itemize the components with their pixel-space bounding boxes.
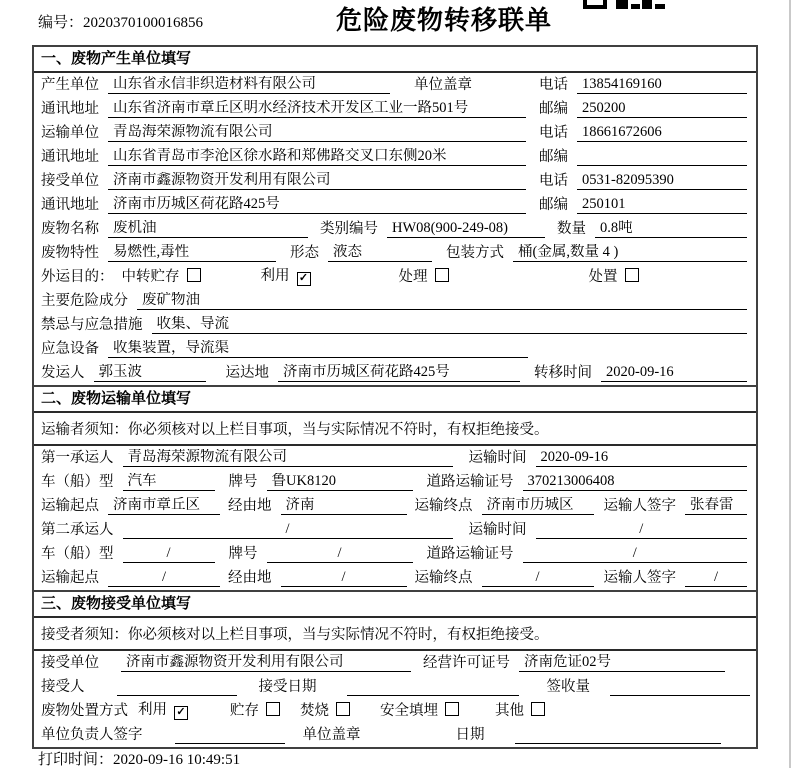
waste-character-label: 废物特性	[41, 245, 99, 261]
transport-unit-label: 运输单位	[41, 125, 99, 141]
responsible-sign-value	[175, 743, 285, 744]
checkbox-icon	[445, 702, 459, 716]
row-vehicle-2	[34, 542, 756, 566]
road-permit-value: 370213006408	[523, 473, 748, 491]
section-transporter	[34, 385, 756, 590]
accept-unit-label: 接受单位	[41, 655, 99, 671]
print-time-label: 打印时间：	[38, 752, 114, 768]
packing-label: 包装方式	[446, 245, 504, 261]
row-shipper	[34, 361, 756, 385]
producer-unit-value: 山东省永信非织造材料有限公司	[108, 76, 390, 94]
transport-time-value-2: /	[536, 521, 748, 539]
producer-phone-value: 13854169160	[577, 76, 747, 94]
page-edge-line	[789, 0, 791, 768]
waste-character-value: 易燃性,毒性	[108, 244, 276, 262]
origin-value-2: /	[108, 569, 220, 587]
hazard-component-value: 废矿物油	[137, 292, 747, 310]
serial-label: 编号：	[38, 15, 84, 31]
disposal-option-other	[495, 702, 545, 720]
option-label: 焚烧	[300, 703, 329, 719]
phone-label: 电话	[539, 173, 568, 189]
zip-label: 邮编	[539, 197, 568, 213]
row-receiver-unit	[34, 169, 756, 193]
first-carrier-label: 第一承运人	[41, 450, 114, 466]
road-permit-label: 道路运输证号	[426, 546, 514, 562]
origin-label: 运输起点	[41, 570, 99, 586]
unit-seal-label: 单位盖章	[414, 77, 472, 93]
origin-value: 济南市章丘区	[108, 497, 220, 515]
via-label: 经由地	[228, 498, 272, 514]
option-label: 利用	[260, 268, 290, 284]
row-vehicle-1	[34, 470, 756, 494]
checkbox-icon	[625, 268, 639, 282]
quantity-value: 0.8吨	[595, 220, 747, 238]
disposal-method-label: 废物处置方式	[41, 703, 128, 719]
vehicle-type-label: 车（船）型	[41, 474, 114, 490]
transfer-time-value: 2020-09-16	[601, 364, 747, 382]
date-value	[515, 743, 721, 744]
accept-unit-value: 济南市鑫源物资开发利用有限公司	[121, 654, 411, 672]
zip-label: 邮编	[539, 101, 568, 117]
permit-number-value: 济南危证02号	[519, 654, 725, 672]
section-producer	[34, 47, 756, 385]
road-permit-value-2: /	[523, 545, 748, 563]
option-label: 处置	[588, 269, 618, 285]
destination-label: 运达地	[225, 365, 269, 381]
purpose-option-storage	[122, 268, 201, 286]
endpoint-value-2: /	[482, 569, 594, 587]
accept-date-value	[347, 695, 519, 696]
serial-number	[38, 11, 203, 32]
checkbox-icon: ✓	[174, 706, 188, 720]
vehicle-type-value: 汽车	[123, 473, 215, 491]
waste-name-label: 废物名称	[41, 221, 99, 237]
quantity-label: 数量	[557, 221, 586, 237]
shipper-value: 郭玉波	[94, 364, 206, 382]
producer-address-value: 山东省济南市章丘区明水经济技术开发区工业一路501号	[108, 100, 526, 118]
row-taboo-measures	[34, 313, 756, 337]
plate-number-label: 牌号	[228, 474, 258, 490]
row-second-carrier	[34, 518, 756, 542]
producer-unit-label: 产生单位	[41, 77, 99, 93]
transport-time-label: 运输时间	[468, 450, 527, 466]
road-permit-label: 道路运输证号	[426, 474, 514, 490]
row-producer-address	[34, 97, 756, 121]
via-value: 济南	[281, 497, 407, 515]
row-accept-person	[34, 675, 756, 699]
responsible-sign-label: 单位负责人签字	[41, 727, 143, 743]
qr-code-fragment	[583, 0, 665, 9]
row-transport-address	[34, 145, 756, 169]
transfer-form	[32, 45, 758, 749]
carrier-sign-value-2: /	[685, 569, 747, 587]
option-label: 利用	[138, 702, 167, 718]
carrier-sign-label: 运输人签字	[603, 570, 676, 586]
zip-label: 邮编	[539, 149, 568, 165]
page-title: 危险废物转移联单	[336, 6, 553, 35]
second-carrier-value: /	[123, 521, 453, 539]
serial-value: 2020370100016856	[83, 15, 204, 31]
taboo-measures-value: 收集、导流	[152, 316, 748, 334]
purpose-option-utilize	[261, 268, 311, 286]
transport-phone-value: 18661672606	[577, 124, 747, 142]
section-transporter-title: 二、废物运输单位填写	[34, 387, 756, 413]
vehicle-type-value-2: /	[123, 545, 215, 563]
section-receiver	[34, 590, 756, 747]
purpose-option-dispose	[589, 268, 639, 286]
origin-label: 运输起点	[41, 498, 99, 514]
transport-time-label: 运输时间	[468, 522, 527, 538]
row-receiver-address	[34, 193, 756, 217]
checkbox-icon	[187, 268, 201, 282]
checkbox-icon	[266, 702, 280, 716]
transport-zip-value	[577, 165, 747, 166]
receiver-address-value: 济南市历城区荷花路425号	[108, 196, 526, 214]
row-emergency-equipment	[34, 337, 756, 361]
row-waste-name	[34, 217, 756, 241]
option-label: 处理	[398, 269, 428, 285]
address-label: 通讯地址	[41, 101, 99, 117]
form-state-value: 液态	[328, 244, 432, 262]
row-disposal-method	[34, 699, 756, 723]
producer-zip-value: 250200	[577, 100, 747, 118]
endpoint-label: 运输终点	[414, 570, 473, 586]
disposal-option-landfill	[380, 702, 459, 720]
waste-name-value: 废机油	[108, 220, 308, 238]
row-first-carrier	[34, 446, 756, 470]
transport-address-value: 山东省青岛市李沧区徐水路和郑佛路交叉口东侧20米	[108, 148, 526, 166]
permit-number-label: 经营许可证号	[423, 655, 510, 671]
category-code-label: 类别编号	[320, 221, 378, 237]
packing-value: 桶(金属,数量 4 )	[513, 244, 747, 262]
transport-unit-value: 青岛海荣源物流有限公司	[108, 124, 526, 142]
emergency-equipment-label: 应急设备	[41, 341, 99, 357]
disposal-option-utilize	[138, 702, 188, 720]
via-label: 经由地	[228, 570, 272, 586]
unit-seal-label: 单位盖章	[302, 727, 361, 743]
plate-number-value: 鲁UK8120	[267, 473, 413, 491]
row-route-2	[34, 566, 756, 590]
phone-label: 电话	[539, 77, 568, 93]
carrier-sign-label: 运输人签字	[603, 498, 676, 514]
second-carrier-label: 第二承运人	[41, 522, 114, 538]
disposal-option-storage	[230, 702, 280, 720]
print-time-value: 2020-09-16 10:49:51	[113, 752, 241, 768]
taboo-measures-label: 禁忌与应急措施	[41, 317, 143, 333]
accept-date-label: 接受日期	[258, 679, 317, 695]
plate-number-label: 牌号	[228, 546, 258, 562]
category-code-value: HW08(900-249-08)	[387, 220, 545, 238]
receiver-unit-value: 济南市鑫源物资开发利用有限公司	[108, 172, 526, 190]
address-label: 通讯地址	[41, 197, 99, 213]
carrier-sign-value: 张春雷	[685, 497, 747, 515]
option-label: 安全填埋	[380, 703, 438, 719]
row-hazard-component	[34, 289, 756, 313]
destination-value: 济南市历城区荷花路425号	[278, 364, 520, 382]
accept-person-value	[117, 695, 237, 696]
checkbox-icon	[435, 268, 449, 282]
phone-label: 电话	[539, 125, 568, 141]
checkbox-icon: ✓	[297, 272, 311, 286]
plate-number-value-2: /	[267, 545, 413, 563]
transfer-purpose-label: 外运目的：	[41, 269, 114, 285]
row-accept-unit	[34, 651, 756, 675]
transfer-time-label: 转移时间	[534, 365, 592, 381]
form-state-label: 形态	[290, 245, 319, 261]
disposal-option-incinerate	[300, 702, 350, 720]
receiver-zip-value: 250101	[577, 196, 747, 214]
transporter-notice: 运输者须知：你必须核对以上栏目事项，当与实际情况不符时，有权拒绝接受。	[34, 413, 756, 446]
receipt-amount-value	[610, 695, 750, 696]
option-label: 其他	[495, 703, 524, 719]
vehicle-type-label: 车（船）型	[41, 546, 114, 562]
section-receiver-title: 三、废物接受单位填写	[34, 592, 756, 618]
row-producer-unit	[34, 73, 756, 97]
endpoint-value: 济南市历城区	[482, 497, 594, 515]
address-label: 通讯地址	[41, 149, 99, 165]
row-route-1	[34, 494, 756, 518]
section-producer-title: 一、废物产生单位填写	[34, 47, 756, 73]
receiver-notice: 接受者须知：你必须核对以上栏目事项，当与实际情况不符时，有权拒绝接受。	[34, 618, 756, 651]
receiver-unit-label: 接受单位	[41, 173, 99, 189]
checkbox-icon	[336, 702, 350, 716]
accept-person-label: 接受人	[41, 679, 85, 695]
receiver-phone-value: 0531-82095390	[577, 172, 747, 190]
checkbox-icon	[531, 702, 545, 716]
row-transfer-purpose	[34, 265, 756, 289]
row-transport-unit	[34, 121, 756, 145]
first-carrier-value: 青岛海荣源物流有限公司	[123, 449, 453, 467]
transport-time-value: 2020-09-16	[536, 449, 748, 467]
endpoint-label: 运输终点	[414, 498, 473, 514]
option-label: 中转贮存	[121, 269, 180, 285]
row-waste-character	[34, 241, 756, 265]
print-time	[38, 748, 240, 769]
date-label: 日期	[455, 727, 485, 743]
hazard-component-label: 主要危险成分	[41, 293, 128, 309]
purpose-option-treat	[399, 268, 449, 286]
shipper-label: 发运人	[41, 365, 85, 381]
row-responsible-sign	[34, 723, 756, 747]
emergency-equipment-value: 收集装置，导流渠	[108, 340, 528, 358]
receipt-amount-label: 签收量	[546, 679, 590, 695]
via-value-2: /	[281, 569, 407, 587]
option-label: 贮存	[230, 703, 259, 719]
